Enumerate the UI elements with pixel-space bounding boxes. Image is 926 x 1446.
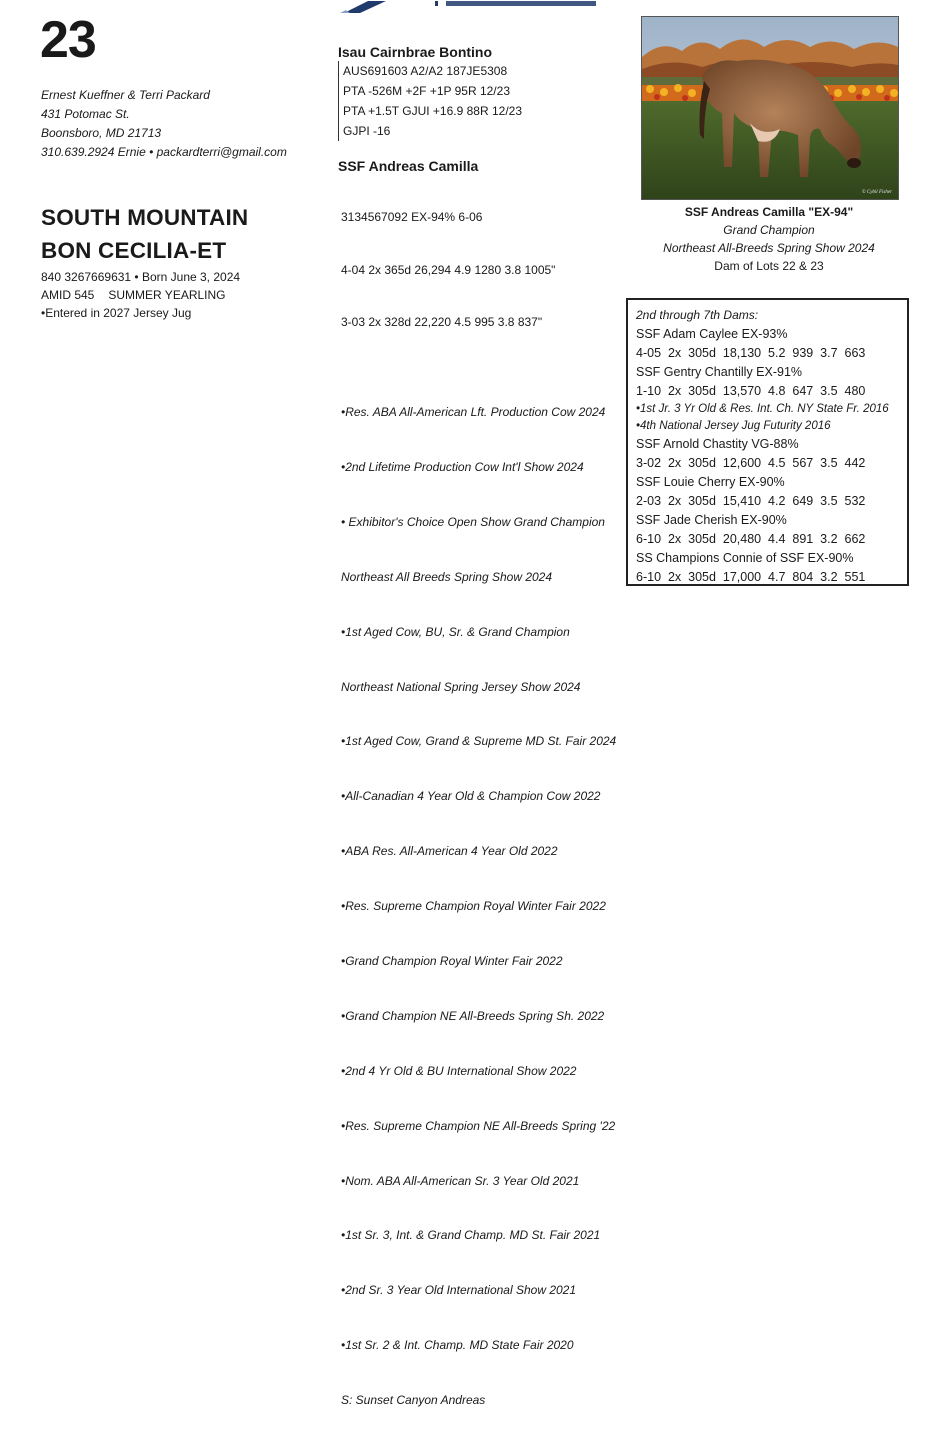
photo-caption-line3: Northeast All-Breeds Spring Show 2024 (641, 239, 897, 257)
animal-entry: •Entered in 2027 Jersey Jug (41, 304, 240, 322)
photo-caption (641, 203, 897, 275)
consignor-street: 431 Potomac St. (41, 105, 287, 124)
ancestor-dam-note: •1st Jr. 3 Yr Old & Res. Int. Ch. NY State Fr. 2016 (636, 401, 899, 418)
ancestor-dam-name: SSF Gentry Chantilly EX-91% (636, 363, 899, 382)
ancestor-dam-name: SS Champions Connie of SSF EX-90% (636, 549, 899, 568)
dam-sire: S: Sunset Canyon Andreas (341, 1391, 616, 1409)
animal-name-line2: BON CECILIA-ET (41, 234, 248, 267)
animal-name (41, 201, 248, 267)
dam-name: SSF Andreas Camilla (338, 158, 616, 174)
dam-awards (341, 367, 616, 1446)
dam-award: •2nd 4 Yr Old & BU International Show 2022 (341, 1062, 616, 1080)
ancestor-dam-record: 1-10 2x 305d 13,570 4.8 647 3.5 480 (636, 382, 899, 401)
dam-award: Northeast National Spring Jersey Show 2024 (341, 678, 616, 696)
dams-box-header: 2nd through 7th Dams: (636, 305, 899, 325)
dam-award: •ABA Res. All-American 4 Year Old 2022 (341, 842, 616, 860)
dam-award: •Res. ABA All-American Lft. Production Cow 2024 (341, 403, 616, 421)
ancestor-dam-record: 6-10 2x 305d 20,480 4.4 891 3.2 662 (636, 530, 899, 549)
ancestor-dam-note: •4th National Jersey Jug Futurity 2016 (636, 418, 899, 435)
dam-award: •All-Canadian 4 Year Old & Champion Cow 2022 (341, 787, 616, 805)
dam-award: •Grand Champion NE All-Breeds Spring Sh. 2022 (341, 1007, 616, 1025)
animal-details (41, 268, 240, 322)
ancestor-dam-record: 3-02 2x 305d 12,600 4.5 567 3.5 442 (636, 454, 899, 473)
dam-award: •1st Sr. 2 & Int. Champ. MD State Fair 2020 (341, 1336, 616, 1354)
sire-info-line: AUS691603 A2/A2 187JE5308 (343, 61, 522, 81)
consignor-name: Ernest Kueffner & Terri Packard (41, 86, 287, 105)
cow-photo (641, 16, 899, 200)
dam-award: •Grand Champion Royal Winter Fair 2022 (341, 952, 616, 970)
consignor-city: Boonsboro, MD 21713 (41, 124, 287, 143)
dam-award: •2nd Lifetime Production Cow Int'l Show 2024 (341, 458, 616, 476)
photo-caption-line4: Dam of Lots 22 & 23 (641, 257, 897, 275)
dam-award: •1st Sr. 3, Int. & Grand Champ. MD St. Fair 2021 (341, 1226, 616, 1244)
animal-amid: AMID 545 (41, 288, 94, 302)
photo-caption-line2: Grand Champion (641, 221, 897, 239)
ancestor-dam-name: SSF Arnold Chastity VG-88% (636, 435, 899, 454)
dam-award: •1st Aged Cow, Grand & Supreme MD St. Fair 2024 (341, 732, 616, 750)
dam-award: •Res. Supreme Champion NE All-Breeds Spring '22 (341, 1117, 616, 1135)
dam-block (338, 158, 616, 1446)
photo-watermark: © Cybil Fisher (862, 189, 892, 195)
ancestor-dam-record: 4-05 2x 305d 18,130 5.2 939 3.7 663 (636, 344, 899, 363)
ancestor-dam-name: SSF Adam Caylee EX-93% (636, 325, 899, 344)
animal-id-line: 840 3267669631 • Born June 3, 2024 (41, 268, 240, 286)
dam-record-line: 4-04 2x 365d 26,294 4.9 1280 3.8 1005" (341, 262, 616, 280)
lot-number: 23 (40, 10, 96, 70)
sire-block (338, 44, 492, 60)
dam-award: •1st Aged Cow, BU, Sr. & Grand Champion (341, 623, 616, 641)
ancestor-dam-record: 6-10 2x 305d 17,000 4.7 804 3.2 551 (636, 568, 899, 587)
photo-caption-title: SSF Andreas Camilla "EX-94" (641, 203, 897, 221)
ancestor-dam-name: SSF Jade Cherish EX-90% (636, 511, 899, 530)
sire-info-line: PTA -526M +2F +1P 95R 12/23 (343, 81, 522, 101)
animal-amid-class (41, 286, 240, 304)
dam-award: • Exhibitor's Choice Open Show Grand Champion (341, 513, 616, 531)
sire-info-line: GJPI -16 (343, 121, 522, 141)
animal-name-line1: SOUTH MOUNTAIN (41, 201, 248, 234)
header-logo-fragment (338, 0, 600, 12)
dam-award: •2nd Sr. 3 Year Old International Show 2021 (341, 1281, 616, 1299)
dam-record-line: 3-03 2x 328d 22,220 4.5 995 3.8 837" (341, 314, 616, 332)
dams-pedigree-box (626, 298, 909, 586)
dam-records (341, 174, 616, 367)
dam-record-line: 3134567092 EX-94% 6-06 (341, 209, 616, 227)
dam-award: Northeast All Breeds Spring Show 2024 (341, 568, 616, 586)
dam-award: •Nom. ABA All-American Sr. 3 Year Old 2021 (341, 1172, 616, 1190)
sire-info (338, 61, 522, 141)
cow-photo-illustration (642, 17, 898, 199)
sire-name: Isau Cairnbrae Bontino (338, 44, 492, 60)
consignor-block (41, 86, 287, 162)
consignor-contact: 310.639.2924 Ernie • packardterri@gmail.com (41, 143, 287, 162)
ancestor-dam-record: 2-03 2x 305d 15,410 4.2 649 3.5 532 (636, 492, 899, 511)
sire-info-line: PTA +1.5T GJUI +16.9 88R 12/23 (343, 101, 522, 121)
ancestor-dam-name: SSF Louie Cherry EX-90% (636, 473, 899, 492)
dam-award: •Res. Supreme Champion Royal Winter Fair 2022 (341, 897, 616, 915)
animal-class: SUMMER YEARLING (108, 288, 225, 302)
